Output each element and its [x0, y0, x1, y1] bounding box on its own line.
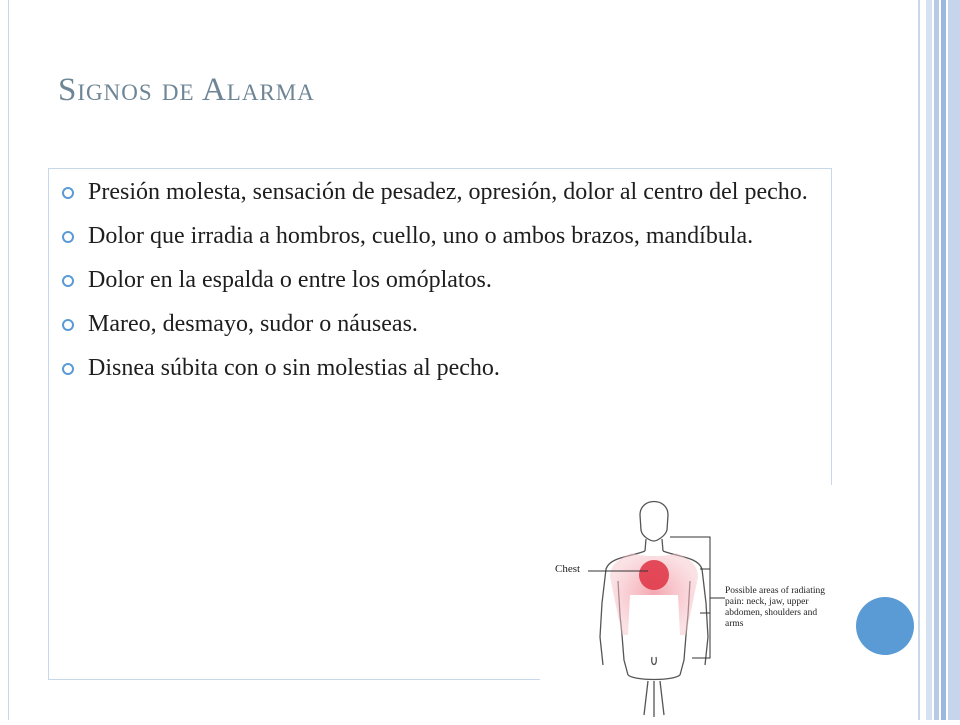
bullet-text: Mareo, desmayo, sudor o náuseas.: [88, 311, 418, 337]
decorative-stripe: [948, 0, 960, 720]
pain-areas: [610, 553, 698, 635]
bullet-circle-icon: [62, 275, 74, 287]
decorative-stripe: [934, 0, 939, 720]
chest-label: Chest: [555, 563, 581, 575]
left-frame-line: [8, 0, 9, 720]
radiating-pain-label: Possible areas of radiating pain: neck, jaw, upper abdomen, shoulders and arms: [725, 586, 825, 629]
decorative-stripe: [941, 0, 946, 720]
bullet-item: [62, 263, 822, 297]
pointer-lines: [588, 537, 725, 658]
bullet-item: [62, 175, 822, 209]
body-outline: [600, 502, 708, 718]
bullet-text: Disnea súbita con o sin molestias al pecho.: [88, 355, 500, 381]
slide-title: Signos de Alarma: [58, 72, 315, 108]
bullet-item: [62, 307, 822, 341]
bullet-circle-icon: [62, 363, 74, 375]
bullet-list: [62, 175, 822, 395]
bullet-circle-icon: [62, 319, 74, 331]
right-frame-line: [918, 0, 920, 720]
bullet-text: Dolor en la espalda o entre los omóplatos.: [88, 267, 492, 293]
chest-pain-figure: [540, 485, 840, 720]
bullet-circle-icon: [62, 187, 74, 199]
bullet-item: [62, 351, 822, 385]
bullet-text: Presión molesta, sensación de pesadez, opresión, dolor al centro del pecho.: [88, 179, 808, 205]
bullet-text: Dolor que irradia a hombros, cuello, uno o ambos brazos, mandíbula.: [88, 223, 754, 249]
decorative-circle: [856, 597, 914, 655]
decorative-stripe: [926, 0, 932, 720]
bullet-circle-icon: [62, 231, 74, 243]
bullet-item: [62, 219, 822, 253]
